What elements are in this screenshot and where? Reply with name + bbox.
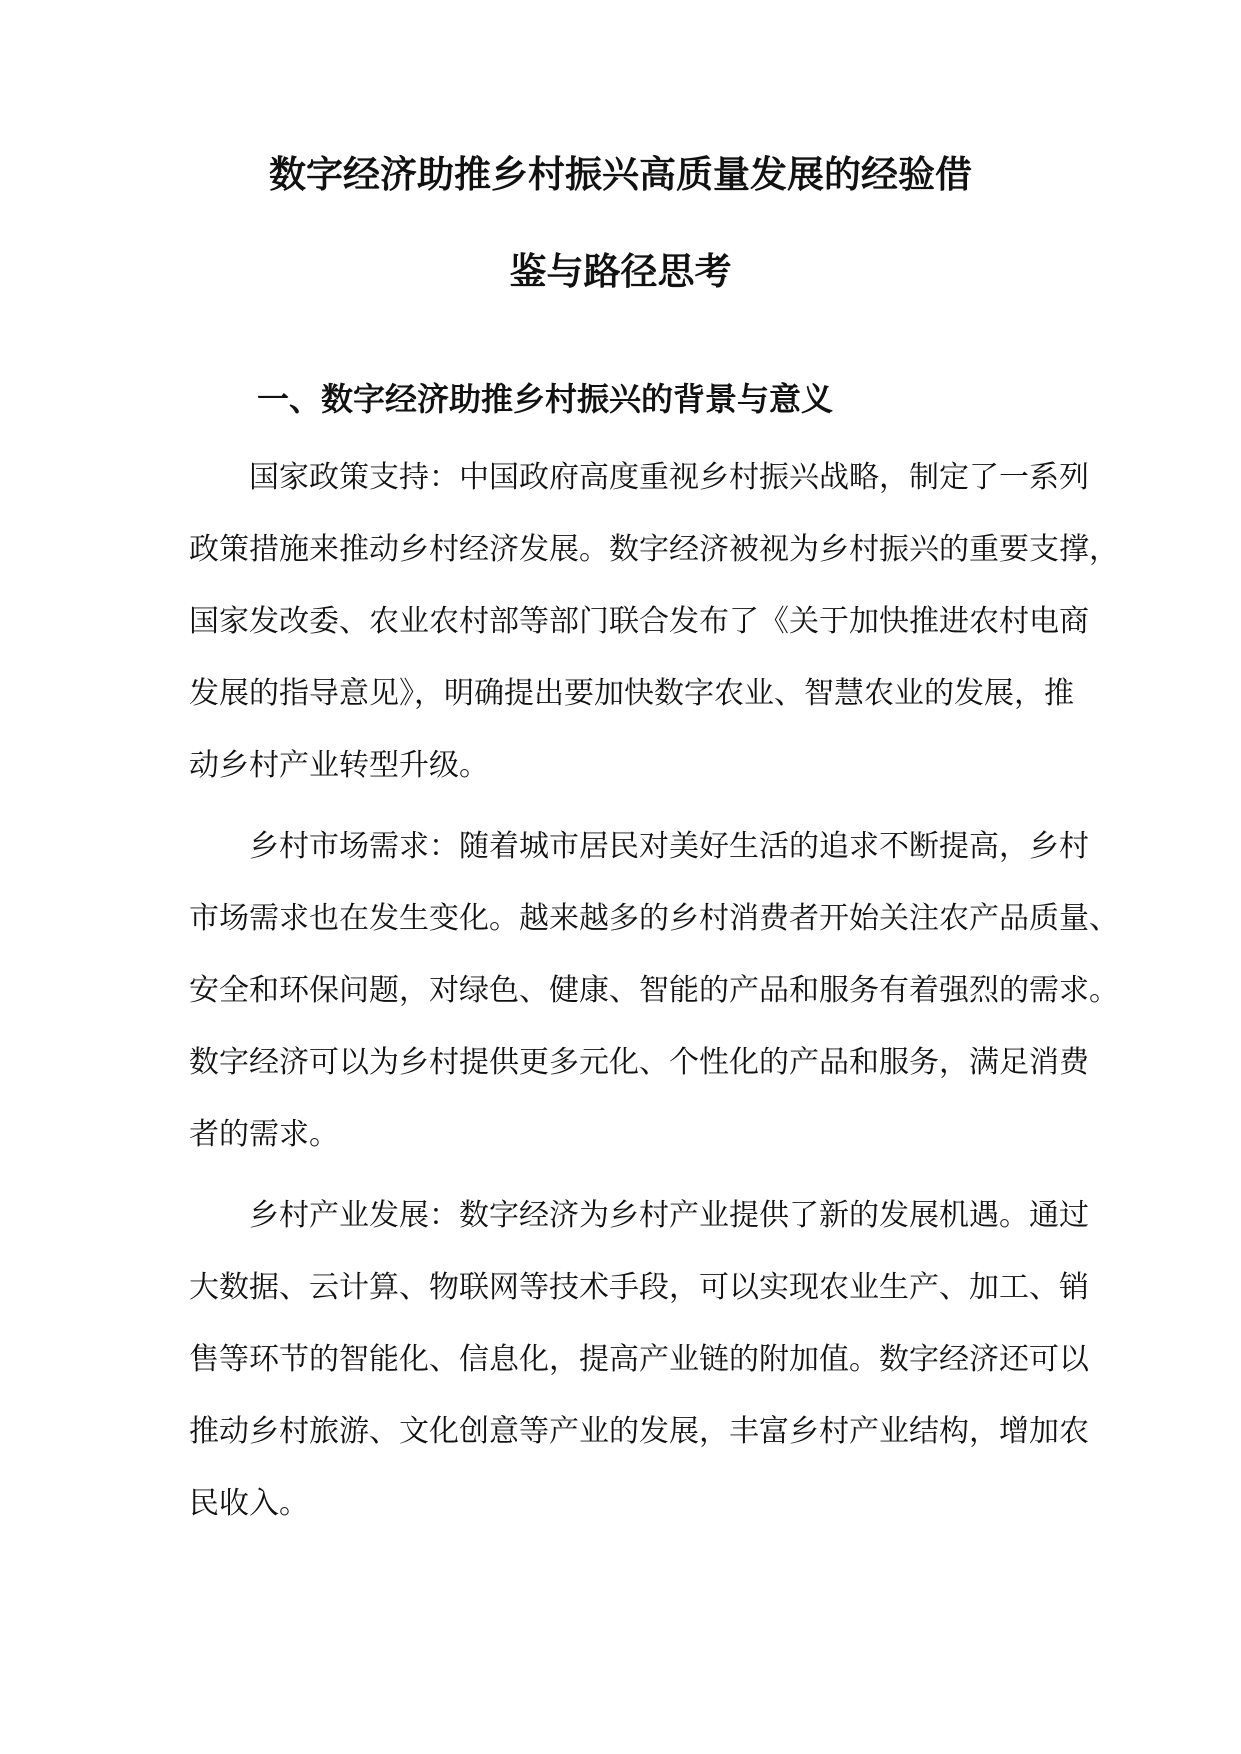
- paragraph-market-demand: [189, 827, 1119, 1157]
- paragraph-line: 发展的指导意见》，明确提出要加快数字农业、智慧农业的发展，推: [189, 676, 1074, 711]
- paragraph-line: 者的需求。: [189, 1117, 339, 1152]
- paragraph-line: 安全和环保问题，对绿色、健康、智能的产品和服务有着强烈的需求。: [189, 973, 1119, 1008]
- paragraph-policy-support: [189, 458, 1119, 788]
- paragraph-line: 推动乡村旅游、文化创意等产业的发展，丰富乡村产业结构，增加农: [189, 1414, 1089, 1449]
- paragraph-line: 政策措施来推动乡村经济发展。数字经济被视为乡村振兴的重要支撑，: [189, 532, 1119, 567]
- paragraph-line: 动乡村产业转型升级。: [189, 748, 489, 783]
- paragraph-line: 售等环节的智能化、信息化，提高产业链的附加值。数字经济还可以: [189, 1342, 1089, 1377]
- document-title-line-2: 鉴与路径思考: [509, 250, 732, 293]
- paragraph-line: 国家发改委、农业农村部等部门联合发布了《关于加快推进农村电商: [189, 604, 1089, 639]
- document-title-line-1: 数字经济助推乡村振兴高质量发展的经验借: [269, 153, 972, 196]
- paragraph-industry-development: [189, 1196, 1089, 1526]
- paragraph-line: 数字经济可以为乡村提供更多元化、个性化的产品和服务，满足消费: [189, 1045, 1089, 1080]
- paragraph-line: 国家政策支持：中国政府高度重视乡村振兴战略，制定了一系列: [249, 460, 1089, 495]
- paragraph-line: 大数据、云计算、物联网等技术手段，可以实现农业生产、加工、销: [189, 1270, 1089, 1305]
- paragraph-line: 民收入。: [189, 1486, 309, 1521]
- section-heading: 一、数字经济助推乡村振兴的背景与意义: [257, 380, 834, 418]
- paragraph-line: 乡村产业发展：数字经济为乡村产业提供了新的发展机遇。通过: [249, 1198, 1089, 1233]
- paragraph-line: 乡村市场需求：随着城市居民对美好生活的追求不断提高，乡村: [249, 829, 1089, 864]
- paragraph-line: 市场需求也在发生变化。越来越多的乡村消费者开始关注农产品质量、: [189, 901, 1119, 936]
